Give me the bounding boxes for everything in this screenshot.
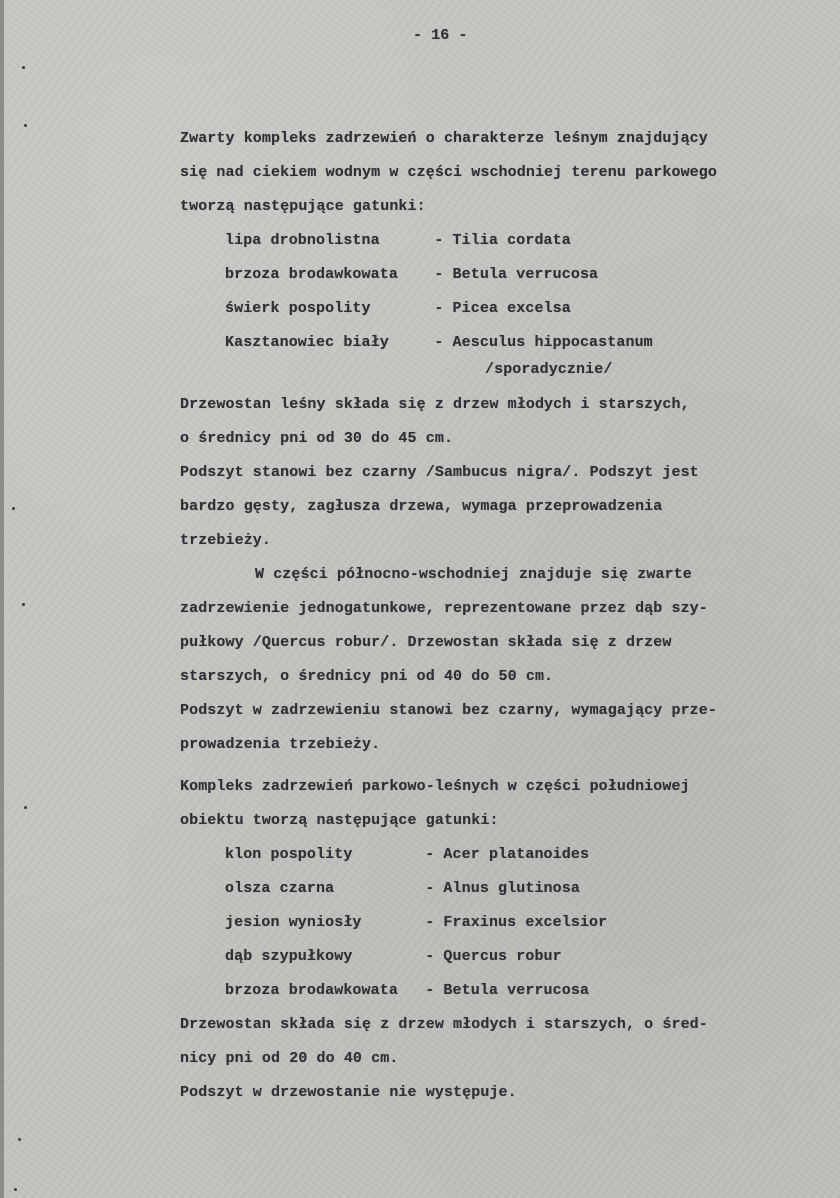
margin-speck — [24, 806, 27, 809]
margin-speck — [24, 124, 27, 127]
text-line: Zwarty kompleks zadrzewień o charakterze leśnym znajdujący — [180, 130, 708, 147]
text-line: o średnicy pni od 30 do 45 cm. — [180, 430, 454, 447]
species-line: świerk pospolity - Picea excelsa — [225, 300, 571, 317]
margin-speck — [14, 1188, 17, 1191]
text-line: obiektu tworzą następujące gatunki: — [180, 812, 499, 829]
page-number: - 16 - — [413, 27, 468, 44]
text-line: tworzą następujące gatunki: — [180, 198, 426, 215]
text-line: Drzewostan składa się z drzew młodych i starszych, o śred- — [180, 1016, 708, 1033]
text-line: nicy pni od 20 do 40 cm. — [180, 1050, 399, 1067]
species-line: Kasztanowiec biały - Aesculus hippocastanum — [225, 334, 653, 351]
text-line: Drzewostan leśny składa się z drzew młodych i starszych, — [180, 396, 690, 413]
species-line: olsza czarna - Alnus glutinosa — [225, 880, 580, 897]
text-line: pułkowy /Quercus robur/. Drzewostan składa się z drzew — [180, 634, 672, 651]
text-line: W części północno-wschodniej znajduje się zwarte — [255, 566, 692, 583]
species-line: jesion wyniosły - Fraxinus excelsior — [225, 914, 608, 931]
text-line: zadrzewienie jednogatunkowe, reprezentowane przez dąb szy- — [180, 600, 708, 617]
species-line: brzoza brodawkowata - Betula verrucosa — [225, 266, 599, 283]
text-line: trzebieży. — [180, 532, 272, 549]
species-line: dąb szypułkowy - Quercus robur — [225, 948, 562, 965]
text-line: Podszyt w drzewostanie nie występuje. — [180, 1084, 517, 1101]
text-line: bardzo gęsty, zagłusza drzewa, wymaga przeprowadzenia — [180, 498, 663, 515]
species-line: lipa drobnolistna - Tilia cordata — [225, 232, 571, 249]
species-note: /sporadycznie/ — [485, 361, 613, 378]
species-line: brzoza brodawkowata - Betula verrucosa — [225, 982, 590, 999]
text-line: Podszyt w zadrzewieniu stanowi bez czarny, wymagający prze- — [180, 702, 717, 719]
text-line: prowadzenia trzebieży. — [180, 736, 381, 753]
species-line: klon pospolity - Acer platanoides — [225, 846, 590, 863]
margin-speck — [22, 66, 25, 69]
margin-speck — [12, 507, 15, 510]
text-line: Podszyt stanowi bez czarny /Sambucus nigra/. Podszyt jest — [180, 464, 699, 481]
text-line: się nad ciekiem wodnym w części wschodniej terenu parkowego — [180, 164, 717, 181]
text-line: starszych, o średnicy pni od 40 do 50 cm. — [180, 668, 554, 685]
margin-speck — [18, 1138, 21, 1141]
text-line: Kompleks zadrzewień parkowo-leśnych w części południowej — [180, 778, 690, 795]
margin-speck — [22, 603, 25, 606]
